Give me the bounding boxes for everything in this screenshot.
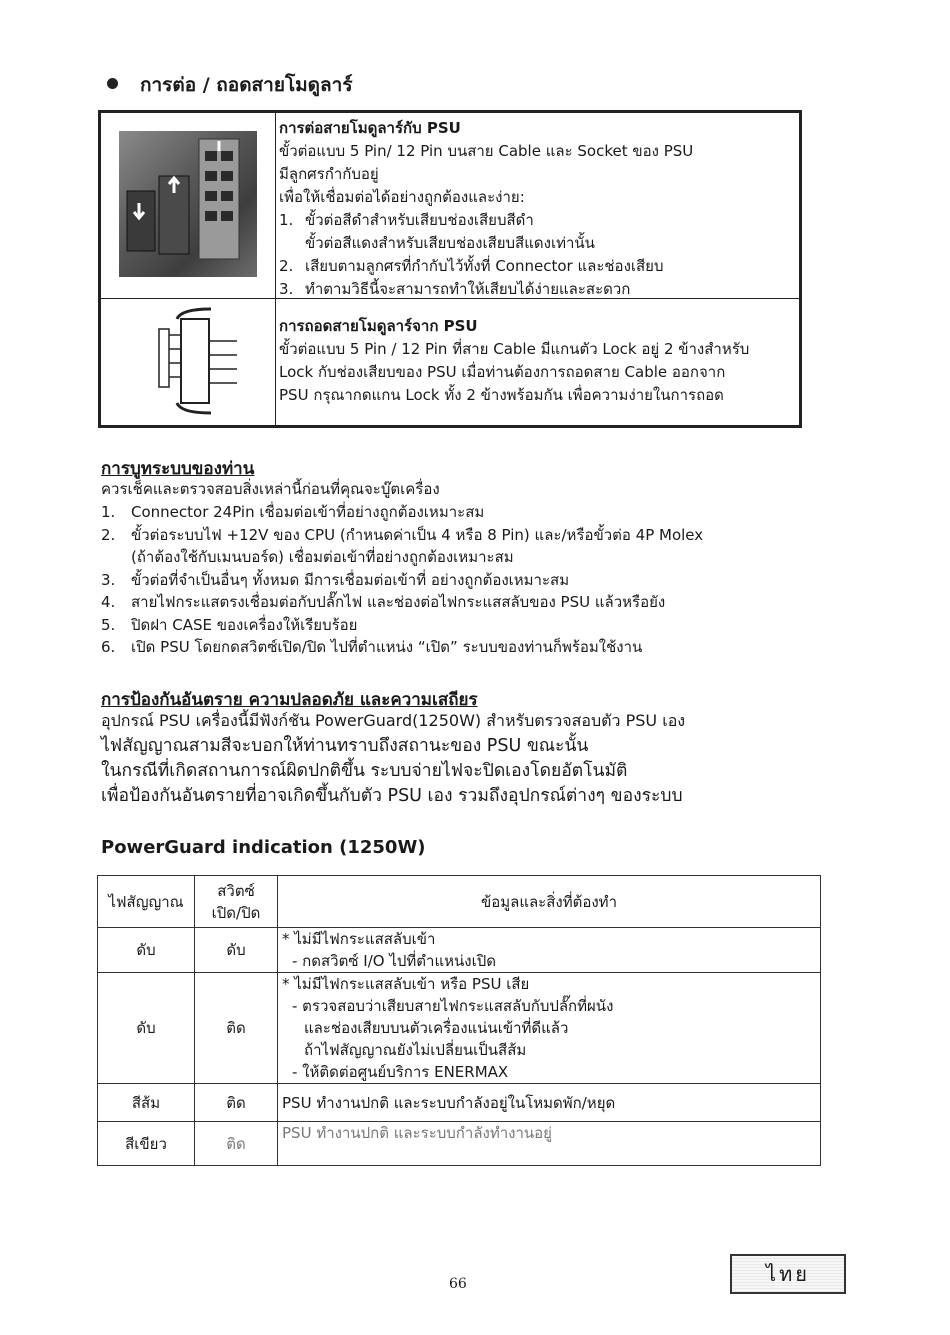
safety-text-1: อุปกรณ์ PSU เครื่องนี้มีฟังก์ชัน PowerGuard(1250W) สำหรับตรวจสอบตัว PSU เอง bbox=[101, 711, 686, 730]
safety-text-3: ในกรณีที่เกิดสถานการณ์ผิดปกติขึ้น ระบบจ่ายไฟจะปิดเองโดยอัตโนมัติ bbox=[101, 761, 628, 781]
safety-text-2: ไฟสัญญาณสามสีจะบอกให้ท่านทราบถึงสถานะของ PSU ขณะนั้น bbox=[101, 736, 589, 756]
boot-heading: การบูทระบบของท่าน bbox=[101, 459, 255, 479]
boot-intro: ควรเช็คและตรวจสอบสิ่งเหล่านี้ก่อนที่คุณจะบู๊ตเครื่อง bbox=[101, 480, 440, 498]
table-row: สีส้ม ติด PSU ทำงานปกติ และระบบกำลังอยู่ในโหมดพัก/หยุด bbox=[98, 1084, 821, 1122]
table-row: ดับ ดับ * ไม่มีไฟกระแสสลับเข้า - กดสวิตซ์ I/O ไปที่ตำแหน่งเปิด bbox=[98, 928, 821, 973]
modular-cable-box bbox=[98, 110, 802, 428]
disconnect-instructions: การถอดสายโมดูลาร์จาก PSU ขั้วต่อแบบ 5 Pin / 12 Pin ที่สาย Cable มีแกนตัว Lock อยู่ 2 ข้างสำหรับ Lock กับช่องเสียบของ PSU เมื่อท่านต้องการถอดสาย Cable ออกจาก PSU กรุณากดแกน Lock ทั้ง 2 ข้างพร้อมกัน เพื่อความง่ายในการถอด bbox=[279, 317, 750, 404]
table-row: ดับ ติด * ไม่มีไฟกระแสสลับเข้า หรือ PSU เสีย - ตรวจสอบว่าเสียบสายไฟกระแสสลับกับปลั๊กที่ผนัง และช่องเสียบบนตัวเครื่องแน่นเข้าที่ดีแล้ว ถ้าไฟสัญญาณยังไม่เปลี่ยนเป็นสีส้ม - ให้ติดต่อศูนย์บริการ ENERMAX bbox=[98, 973, 821, 1084]
powerguard-title: PowerGuard indication (1250W) bbox=[101, 837, 426, 858]
header-signal: ไฟสัญญาณ bbox=[98, 876, 195, 928]
list-item: 6. เปิด PSU โดยกดสวิตซ์เปิด/ปิด ไปที่ตำแหน่ง “เปิด” ระบบของท่านก็พร้อมใช้งาน bbox=[101, 638, 643, 656]
page-number: 66 bbox=[449, 1276, 467, 1292]
header-switch: สวิตซ์ เปิด/ปิด bbox=[195, 876, 278, 928]
safety-text-4: เพื่อป้องกันอันตรายที่อาจเกิดขึ้นกับตัว PSU เอง รวมถึงอุปกรณ์ต่างๆ ของระบบ bbox=[101, 786, 683, 806]
list-item: 3. ขั้วต่อที่จำเป็นอื่นๆ ทั้งหมด มีการเชื่อมต่อเข้าที่ อย่างถูกต้องเหมาะสม bbox=[101, 570, 570, 589]
powerguard-table bbox=[97, 875, 821, 1166]
list-item: 1. Connector 24Pin เชื่อมต่อเข้าที่อย่างถูกต้องเหมาะสม bbox=[101, 503, 485, 521]
safety-heading: การป้องกันอันตราย ความปลอดภัย และความเสถียร bbox=[101, 690, 478, 710]
connector-diagram bbox=[141, 305, 241, 417]
header-info: ข้อมูลและสิ่งที่ต้องทำ bbox=[278, 876, 821, 928]
table-row: สีเขียว ติด PSU ทำงานปกติ และระบบกำลังทำงานอยู่ bbox=[98, 1122, 821, 1166]
list-item: 2. ขั้วต่อระบบไฟ +12V ของ CPU (กำหนดค่าเป็น 4 หรือ 8 Pin) และ/หรือขั้วต่อ 4P Molex (ถ้าต้องใช้กับเมนบอร์ด) เชื่อมต่อเข้าที่อย่างถูกต้องเหมาะสม bbox=[101, 525, 704, 566]
bullet-icon bbox=[107, 78, 118, 89]
section-heading-modular: การต่อ / ถอดสายโมดูลาร์ bbox=[140, 74, 353, 96]
connector-photo bbox=[119, 131, 257, 277]
connect-instructions: การต่อสายโมดูลาร์กับ PSU ขั้วต่อแบบ 5 Pin/ 12 Pin บนสาย Cable และ Socket ของ PSU มีลูกศรกำกับอยู่ เพื่อให้เชื่อมต่อได้อย่างถูกต้องและง่าย: 1. ขั้วต่อสีดำสำหรับเสียบช่องเสียบสีดำ ขั้วต่อสีแดงสำหรับเสียบช่องเสียบสีแดงเท่านั้น 2. เสียบตามลูกศรที่กำกับไว้ทั้งที่ Connector และช่องเสียบ 3. ทำตามวิธีนี้จะสามารถทำให้เสียบได้ง่ายและสะดวก bbox=[279, 119, 694, 298]
boot-checklist bbox=[101, 501, 703, 659]
list-item: 5. ปิดฝา CASE ของเครื่องให้เรียบร้อย bbox=[101, 615, 358, 634]
list-item: 4. สายไฟกระแสตรงเชื่อมต่อกับปลั๊กไฟ และช่องต่อไฟกระแสสลับของ PSU แล้วหรือยัง bbox=[101, 593, 666, 611]
language-tab: ไทย bbox=[730, 1254, 846, 1294]
